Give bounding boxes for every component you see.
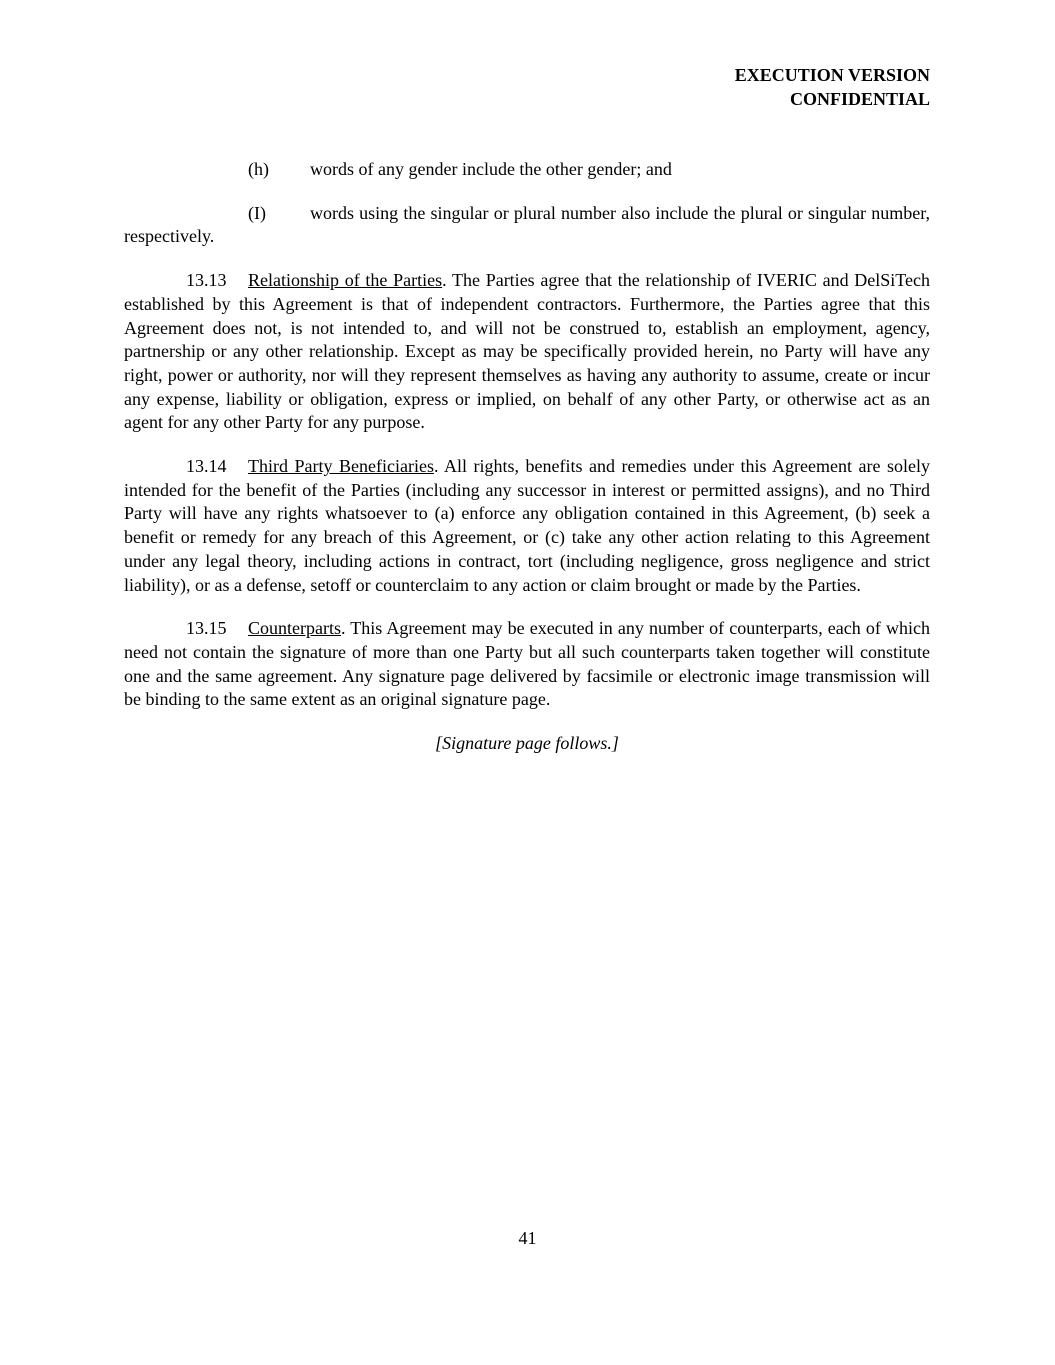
section-13-14: [124, 455, 930, 597]
section-body: . This Agreement may be executed in any number of counterparts, each of which need not contain the signature of more than one Party but all such counterparts taken together will constitute one and the same agreement. Any signature page delivered by facsimile or electronic image transmission will be binding to the same extent as an original signature page.: [124, 618, 930, 710]
list-item-marker: (I): [248, 202, 266, 223]
document-header: [735, 63, 930, 111]
list-item-text: words of any gender include the other gender; and: [310, 159, 672, 179]
page-number: 41: [518, 1228, 537, 1248]
signature-page-follows: [Signature page follows.]: [435, 733, 619, 754]
section-title: Third Party Beneficiaries: [248, 456, 434, 477]
list-item-i: [124, 202, 930, 249]
section-number: 13.13: [186, 270, 227, 291]
confidential-label: CONFIDENTIAL: [789, 89, 930, 109]
section-title: Counterparts: [248, 618, 341, 639]
list-item-h: [124, 158, 930, 182]
section-body: . The Parties agree that the relationship of IVERIC and DelSiTech established by this Agreement is that of independent contractors. Furthermore, the Parties agree that this Agreement does not, is not intended to, and will not be construed to, establish an employment, agency, partnership or any other relationship. Except as may be specifically provided herein, no Party will have any right, power or authority, nor will they represent themselves as having any authority to assume, create or incur any expense, liability or obligation, express or implied, on behalf of any other Party, or otherwise act as an agent for any other Party for any purpose.: [124, 270, 930, 433]
section-body: . All rights, benefits and remedies under this Agreement are solely intended for the benefit of the Parties (including any successor in interest or permitted assigns), and no Third Party will have any rights whatsoever to (a) enforce any obligation contained in this Agreement, (b) seek a benefit or remedy for any breach of this Agreement, or (c) take any other action relating to this Agreement under any legal theory, including actions in contract, tort (including negligence, gross negligence and strict liability), or as a defense, setoff or counterclaim to any action or claim brought or made by the Parties.: [124, 456, 930, 595]
list-item-marker: (h): [248, 159, 269, 179]
document-body: [124, 158, 930, 774]
section-title: Relationship of the Parties: [248, 270, 443, 291]
section-number: 13.15: [186, 618, 227, 639]
section-13-15: [124, 617, 930, 712]
section-13-13: [124, 269, 930, 435]
list-item-text: words using the singular or plural number also include the plural or singular number, respectively.: [124, 202, 930, 247]
section-number: 13.14: [186, 456, 227, 477]
execution-version-label: EXECUTION VERSION: [734, 65, 930, 85]
